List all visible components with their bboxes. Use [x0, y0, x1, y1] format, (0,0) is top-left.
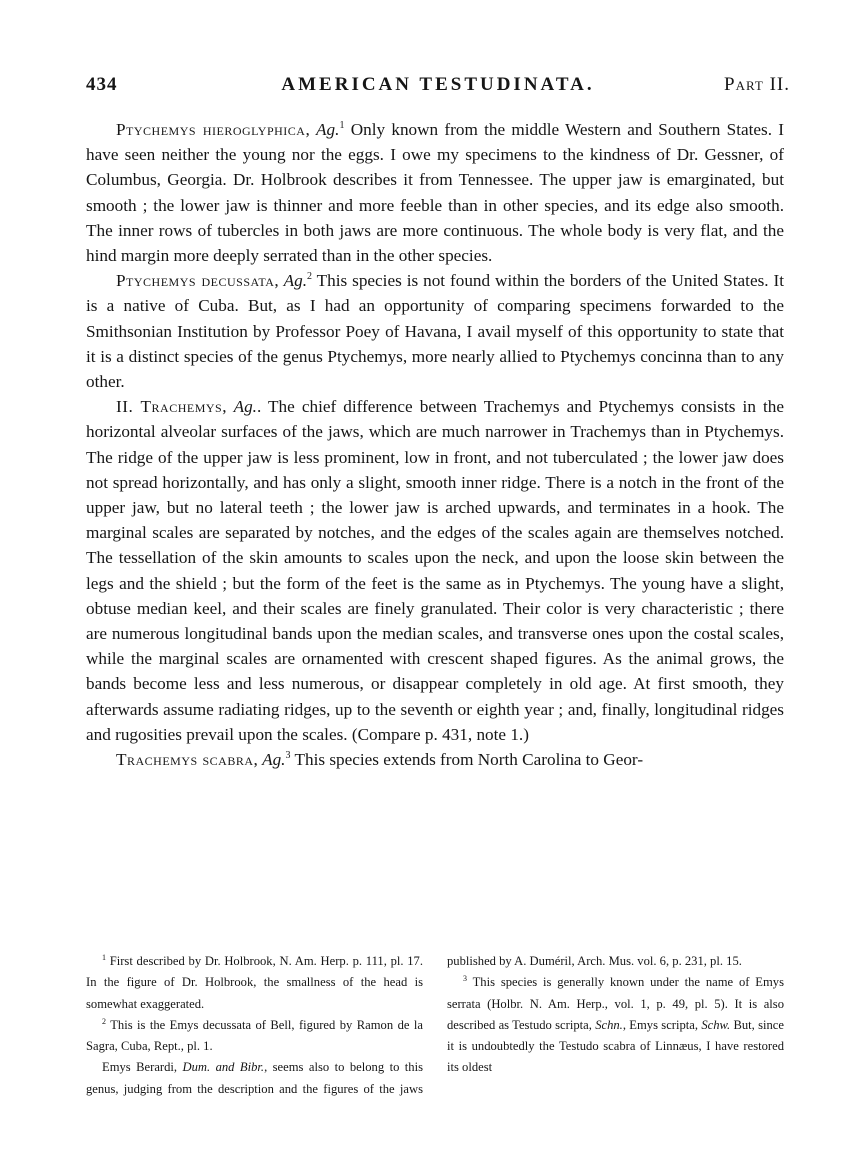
author-abbrev: Dum. and Bibr.	[182, 1060, 265, 1075]
author-abbrev: Ag.	[316, 120, 340, 139]
page-number: 434	[86, 74, 118, 95]
footnote-3	[447, 972, 784, 1078]
footnotes	[86, 951, 784, 1100]
paragraph-trachemys-scabra: Trachemys scabra, Ag.$^3$ This species extends from North Carolina to Geor-	[116, 750, 644, 770]
footnote-text: , Emys scripta,	[622, 1017, 702, 1032]
footnote-mark: 2	[102, 1016, 106, 1026]
footnote-ref: 1	[339, 120, 345, 131]
footnote-mark: 1	[102, 953, 106, 962]
author-abbrev: Schn.	[595, 1017, 623, 1032]
paragraph-text: The chief difference between Trachemys and Ptychemys consists in the horizontal alveolar surfaces of the jaws, which are much narrower in Trachemys than in Ptychemys. The ridge of the upper jaw is less prominent, low in front, and not tuberculated ; the lower jaw does not spread horizontally, and has only a slight, smooth inner ridge. There is a notch in the front of the upper jaw, but no lateral teeth ; the lower jaw is arched upwards, and terminates in a hook. The marginal scales are separated by notches, and the edges of the scales again are themselves notched. The tessellation of the skin amounts to scales upon the neck, and upon the loose skin between the legs and the shield ; but the form of the feet is the same as in Ptychemys. The young have a slight, obtuse median keel, and their scales are finely granulated. Their color is very characteristic ; there are numerous longitudinal bands upon the median scales, and transverse ones upon the costal scales, while the marginal scales are ornamented with crescent shaped figures. As the animal grows, the bands become less and less numerous, or disappear completely in old age. At first smooth, they afterwards assume radiating ridges, up to the seventh or eighth year ; and, finally, longitudinal ridges and rugosities prevail upon the scales. (Compare p. 431, note 1.)	[86, 397, 784, 744]
footnote-mark: 3	[463, 974, 467, 984]
paragraph-ptychemys-hieroglyphica: Ptychemys hieroglyphica, Ag.$^1$ Only known from the middle Western and Southern States. I have seen neither the young nor the eggs. I owe my specimens to the kindness of Dr. Gessner, of Columbus, Georgia. Dr. Holbrook describes it from Tennessee. The upper jaw is emarginated, but smooth ; the lower jaw is thinner and more feeble than in other species, and its edge also smooth. The inner rows of tubercles in both jaws are more continuous. The whole body is very flat, and the hind margin more deeply serrated than in the other species.	[86, 120, 784, 266]
footnote-text: This species is generally known under the name of Emys serrata (Holbr. N. Am. Herp., vol. 1, p. 49, pl. 5). It is also described as Testudo scripta,	[447, 975, 784, 1032]
main-text	[86, 117, 784, 772]
species-heading: Ptychemys decussata	[116, 271, 275, 291]
paragraph-ptychemys-decussata: Ptychemys decussata, Ag.$^2$ This species is not found within the borders of the United States. It is a native of Cuba. But, as I had an opportunity of comparing specimens forwarded to the Smithsonian Institution by Professor Poey of Havana, I avail myself of this opportunity to state that it is a distinct species of the genus Ptychemys, more nearly allied to Ptychemys concinna than to any other.	[86, 271, 784, 392]
genus-heading: II. Trachemys	[116, 397, 223, 417]
part-label: Part II.	[724, 74, 790, 95]
footnote-text: But, since it is undoubtedly the Testudo scabra of Linnæus, I have restored its oldest	[447, 1017, 784, 1075]
species-heading: Ptychemys hieroglyphica	[116, 120, 306, 139]
author-abbrev: Schw.	[701, 1017, 731, 1032]
footnote-ref: 3	[285, 750, 291, 762]
author-abbrev: Ag.	[262, 750, 286, 770]
running-title: AMERICAN TESTUDINATA.	[281, 74, 595, 95]
species-heading: Trachemys scabra	[116, 750, 254, 770]
footnote-text: Emys Berardi,	[102, 1060, 183, 1075]
footnote-text: , seems also to belong to this genus, judging from the description and the figures of the jaws published by A. Duméril, Arch. Mus. vol. 6, p. 231, pl. 15.	[86, 954, 742, 1096]
footnote-2	[86, 1015, 423, 1058]
paragraph-text: This species is not found within the borders of the United States. It is a native of Cuba. But, as I had an opportunity of comparing specimens forwarded to the Smithsonian Institution by Professor Poey of Havana, I avail myself of this opportunity to state that it is a distinct species of the genus Ptychemys, more nearly allied to Ptychemys concinna than to any other.	[86, 271, 784, 392]
footnote-ref: 2	[307, 271, 313, 283]
author-abbrev: Ag.	[233, 397, 257, 417]
footnote-text: First described by Dr. Holbrook, N. Am. Herp. p. 111, pl. 17. In the figure of Dr. Holbrook, the smallness of the head is somewhat exaggerated.	[86, 954, 423, 1011]
paragraph-trachemys-genus: II. Trachemys, Ag.. The chief difference between Trachemys and Ptychemys consists in the horizontal alveolar surfaces of the jaws, which are much narrower in Trachemys than in Ptychemys. The ridge of the upper jaw is less prominent, low in front, and not tuberculated ; the lower jaw does not spread horizontally, and has only a slight, smooth inner ridge. There is a notch in the front of the upper jaw, but no lateral teeth ; the lower jaw is arched upwards, and terminates in a hook. The marginal scales are separated by notches, and the edges of the scales again are themselves notched. The tessellation of the skin amounts to scales upon the neck, and upon the loose skin between the legs and the shield ; but the form of the feet is the same as in Ptychemys. The young have a slight, obtuse median keel, and their scales are finely granulated. Their color is very characteristic ; there are numerous longitudinal bands upon the median scales, and transverse ones upon the costal scales, while the marginal scales are ornamented with crescent shaped figures. As the animal grows, the bands become less and less numerous, or disappear completely in old age. At first smooth, they afterwards assume radiating ridges, up to the seventh or eighth year ; and, finally, longitudinal ridges and rugosities prevail upon the scales. (Compare p. 431, note 1.)	[86, 397, 784, 744]
author-abbrev: Ag.	[283, 271, 308, 291]
running-header	[86, 74, 790, 104]
paragraph-text: Only known from the middle Western and Southern States. I have seen neither the young nor the eggs. I owe my specimens to the kindness of Dr. Gessner, of Columbus, Georgia. Dr. Holbrook describes it from Tennessee. The upper jaw is emarginated, but smooth ; the lower jaw is thinner and more feeble than in other species, and its edge also smooth. The inner rows of tubercles in both jaws are more continuous. The whole body is very flat, and the hind margin more deeply serrated than in the other species.	[86, 120, 784, 266]
footnote-text: This is the Emys decussata of Bell, figured by Ramon de la Sagra, Cuba, Rept., pl. 1.	[86, 1017, 423, 1054]
footnote-1	[86, 951, 423, 1015]
paragraph-text: This species extends from North Carolina to Geor-	[290, 750, 644, 770]
